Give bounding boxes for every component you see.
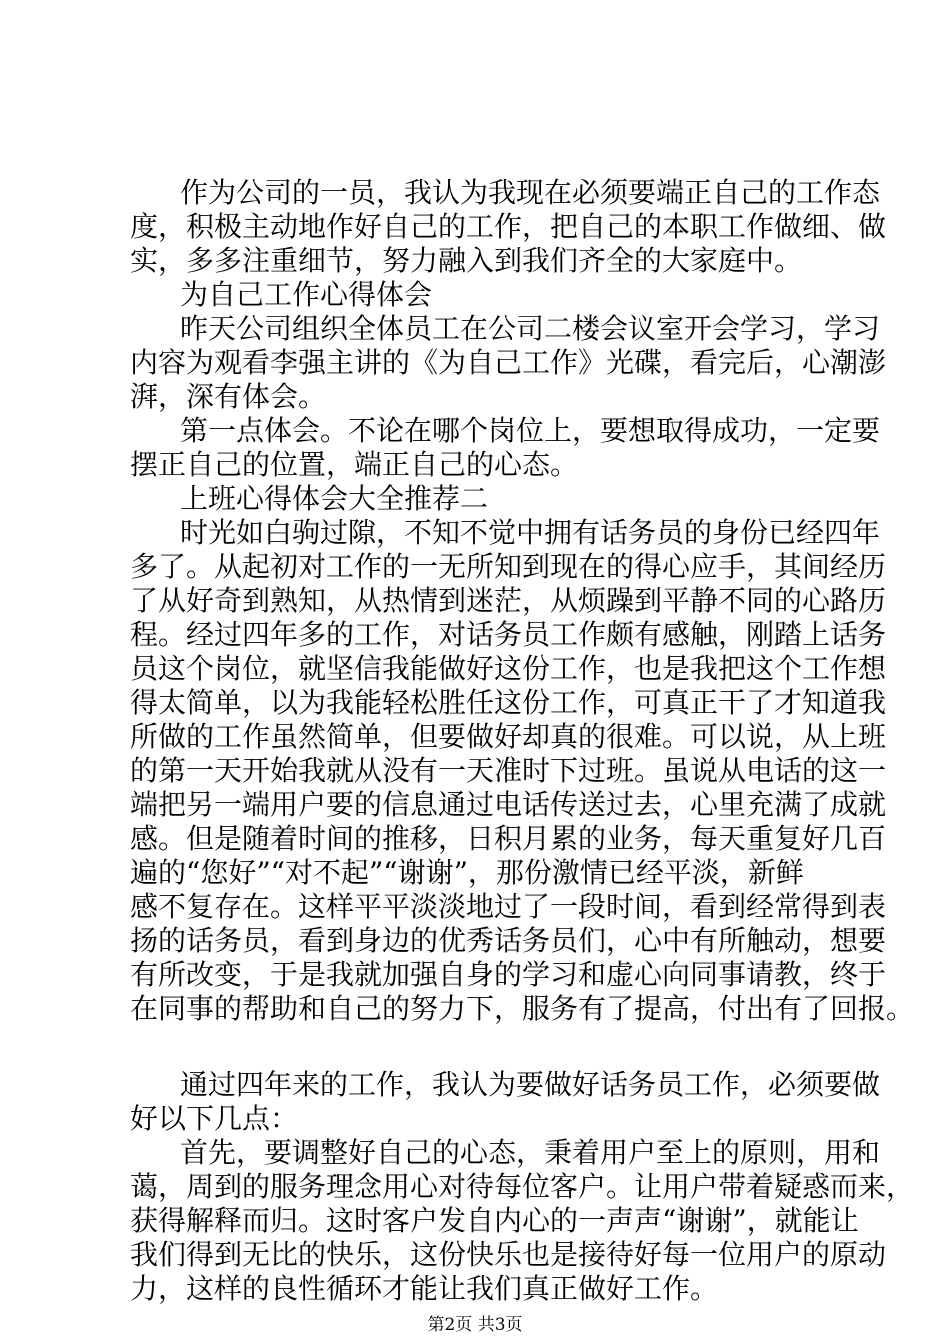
text-line: 作为公司的一员，我认为我现在必须要端正自己的工作态 bbox=[180, 176, 881, 209]
text-line: 我们得到无比的快乐，这份快乐也是接待好每一位用户的原动 bbox=[130, 1238, 887, 1271]
text-line: 感不复存在。这样平平淡淡地过了一段时间，看到经常得到表 bbox=[130, 890, 887, 923]
text-line: 获得解释而归。这时客户发自内心的一声声“谢谢”，就能让 bbox=[130, 1204, 859, 1237]
text-line: 扬的话务员，看到身边的优秀话务员们，心中有所触动，想要 bbox=[130, 924, 887, 957]
text-line: 湃，深有体会。 bbox=[130, 380, 327, 413]
text-line: 首先，要调整好自己的心态，秉着用户至上的原则，用和 bbox=[180, 1136, 881, 1169]
text-line: 的第一天开始我就从没有一天准时下过班。虽说从电话的这一 bbox=[130, 754, 887, 787]
text-line: 蔼，周到的服务理念用心对待每位客户。让用户带着疑惑而来， bbox=[130, 1170, 915, 1203]
text-line: 感。但是随着时间的推移，日积月累的业务，每天重复好几百 bbox=[130, 822, 887, 855]
text-line: 所做的工作虽然简单，但要做好却真的很难。可以说，从上班 bbox=[130, 720, 887, 753]
text-line: 好以下几点： bbox=[130, 1102, 299, 1135]
text-line: 力，这样的良性循环才能让我们真正做好工作。 bbox=[130, 1272, 719, 1305]
text-line: 得太简单，以为我能轻松胜任这份工作，可真正干了才知道我 bbox=[130, 686, 887, 719]
text-line: 在同事的帮助和自己的努力下，服务有了提高，付出有了回报。 bbox=[130, 992, 915, 1025]
text-line: 有所改变，于是我就加强自身的学习和虚心向同事请教，终于 bbox=[130, 958, 887, 991]
section-heading: 为自己工作心得体会 bbox=[180, 278, 433, 311]
text-line: 时光如白驹过隙，不知不觉中拥有话务员的身份已经四年 bbox=[180, 516, 881, 549]
text-line: 内容为观看李强主讲的《为自己工作》光碟，看完后，心潮澎 bbox=[130, 346, 887, 379]
text-line: 端把另一端用户要的信息通过电话传送过去，心里充满了成就 bbox=[130, 788, 887, 821]
text-line: 员这个岗位，就坚信我能做好这份工作，也是我把这个工作想 bbox=[130, 652, 887, 685]
text-line: 摆正自己的位置，端正自己的心态。 bbox=[130, 448, 579, 481]
text-line: 昨天公司组织全体员工在公司二楼会议室开会学习，学习 bbox=[180, 312, 881, 345]
text-line: 多了。从起初对工作的一无所知到现在的得心应手，其间经历 bbox=[130, 550, 887, 583]
text-line: 度，积极主动地作好自己的工作，把自己的本职工作做细、做 bbox=[130, 210, 887, 243]
section-heading: 上班心得体会大全推荐二 bbox=[180, 482, 489, 515]
text-line: 实，多多注重细节，努力融入到我们齐全的大家庭中。 bbox=[130, 244, 803, 277]
text-line: 了从好奇到熟知，从热情到迷茫，从烦躁到平静不同的心路历 bbox=[130, 584, 887, 617]
text-line: 遍的“您好”“对不起”“谢谢”，那份激情已经平淡，新鲜 bbox=[130, 856, 804, 889]
text-line: 通过四年来的工作，我认为要做好话务员工作，必须要做 bbox=[180, 1068, 881, 1101]
text-line: 程。经过四年多的工作，对话务员工作颇有感触，刚踏上话务 bbox=[130, 618, 887, 651]
text-line: 第一点体会。不论在哪个岗位上，要想取得成功，一定要 bbox=[180, 414, 881, 447]
page-footer: 第2页 共3页 bbox=[427, 1315, 523, 1335]
